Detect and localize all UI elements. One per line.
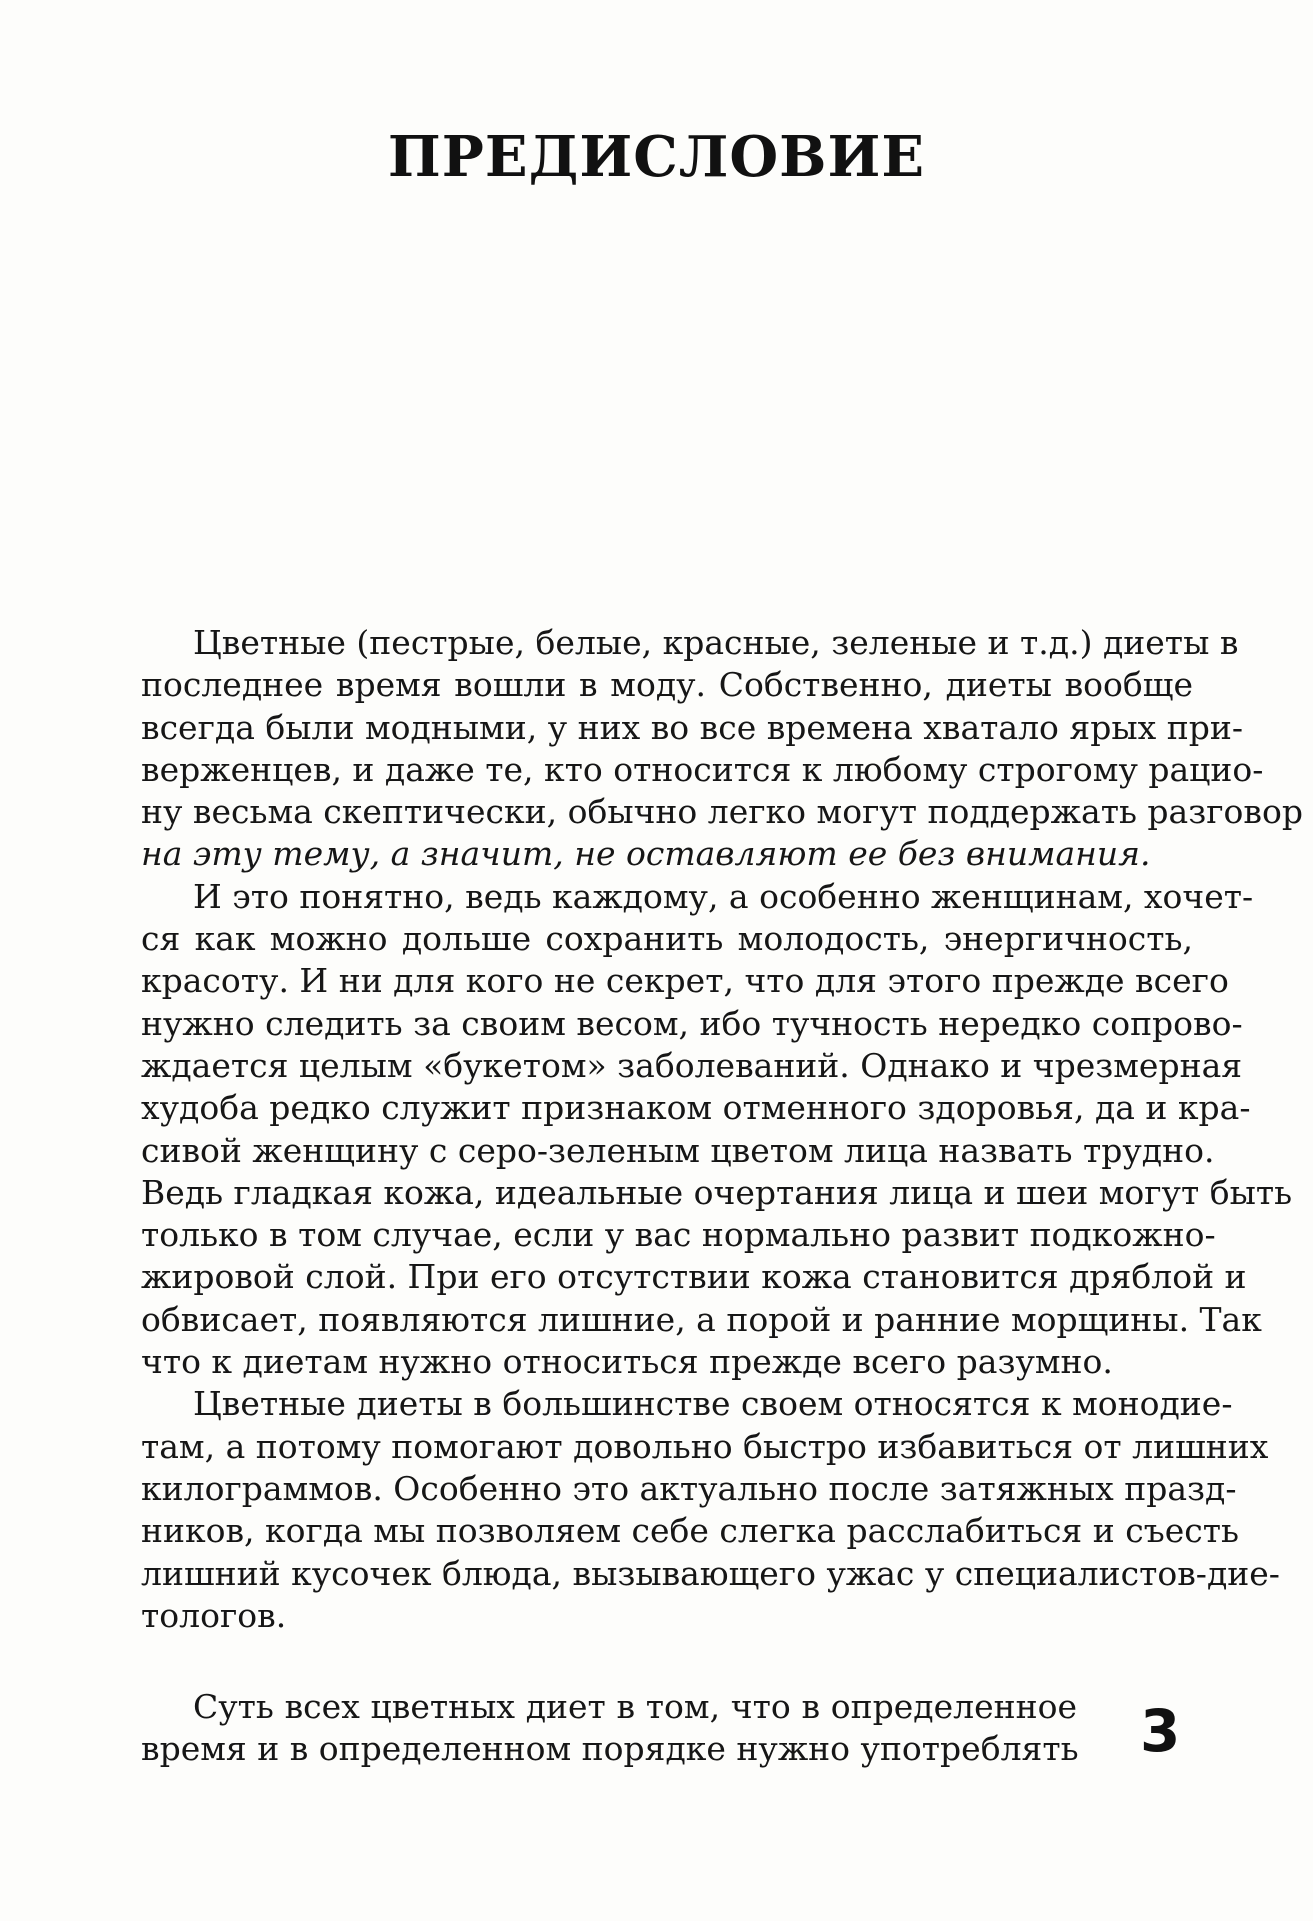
text-line: время и в определенном порядке нужно употреблять [141,1729,1079,1769]
page-number: 3 [1140,1697,1181,1765]
text-line: ников, когда мы позволяем себе слегка расслабиться и съесть [141,1511,1239,1551]
body-text [141,622,1303,1637]
text-line: Суть всех цветных диет в том, что в определенное [193,1687,1077,1726]
text-line: лишний кусочек блюда, вызывающего ужас у специалистов-дие- [141,1553,1280,1593]
text-line: килограммов. Особенно это актуально после затяжных празд- [141,1468,1237,1508]
text-line: последнее время вошли в моду. Собственно, диеты вообще [141,665,1193,705]
text-line: там, а потому помогают довольно быстро избавиться от лишних [141,1426,1269,1466]
text-line: худоба редко служит признаком отменного здоровья, да и кра- [141,1088,1251,1128]
text-line-italic: на эту тему, а значит, не оставляют ее без внимания. [141,834,1151,874]
text-line: жировой слой. При его отсутствии кожа становится дряблой и [141,1257,1247,1297]
text-line: Цветные диеты в большинстве своем относятся к монодие- [193,1384,1233,1424]
text-line: только в том случае, если у вас нормально развит подкожно- [141,1215,1216,1255]
text-line: ждается целым «букетом» заболеваний. Однако и чрезмерная [141,1045,1243,1085]
text-line: верженцев, и даже те, кто относится к любому строгому рацио- [141,749,1264,789]
text-line: что к диетам нужно относиться прежде всего разумно. [141,1342,1113,1382]
text-line: обвисает, появляются лишние, а порой и ранние морщины. Так [141,1299,1262,1339]
text-line: Ведь гладкая кожа, идеальные очертания лица и шеи могут быть [141,1172,1293,1212]
text-line: нужно следить за своим весом, ибо тучность нередко сопрово- [141,1003,1243,1043]
text-line: ну весьма скептически, обычно легко могут поддержать разговор [141,792,1303,832]
text-line: тологов. [141,1595,287,1635]
page-title: ПРЕДИСЛОВИЕ [387,124,926,190]
text-line: красоту. И ни для кого не секрет, что для этого прежде всего [141,961,1229,1001]
text-line: И это понятно, ведь каждому, а особенно женщинам, хочет- [193,876,1254,916]
text-line: сивой женщину с серо-зеленым цветом лица назвать трудно. [141,1130,1215,1170]
text-line: всегда были модными, у них во все времена хватало ярых при- [141,707,1243,747]
text-line: ся как можно дольше сохранить молодость, энергичность, [141,919,1193,959]
text-line: Цветные (пестрые, белые, красные, зеленые и т.д.) диеты в [193,623,1239,662]
body-text-tail [141,1686,1077,1771]
